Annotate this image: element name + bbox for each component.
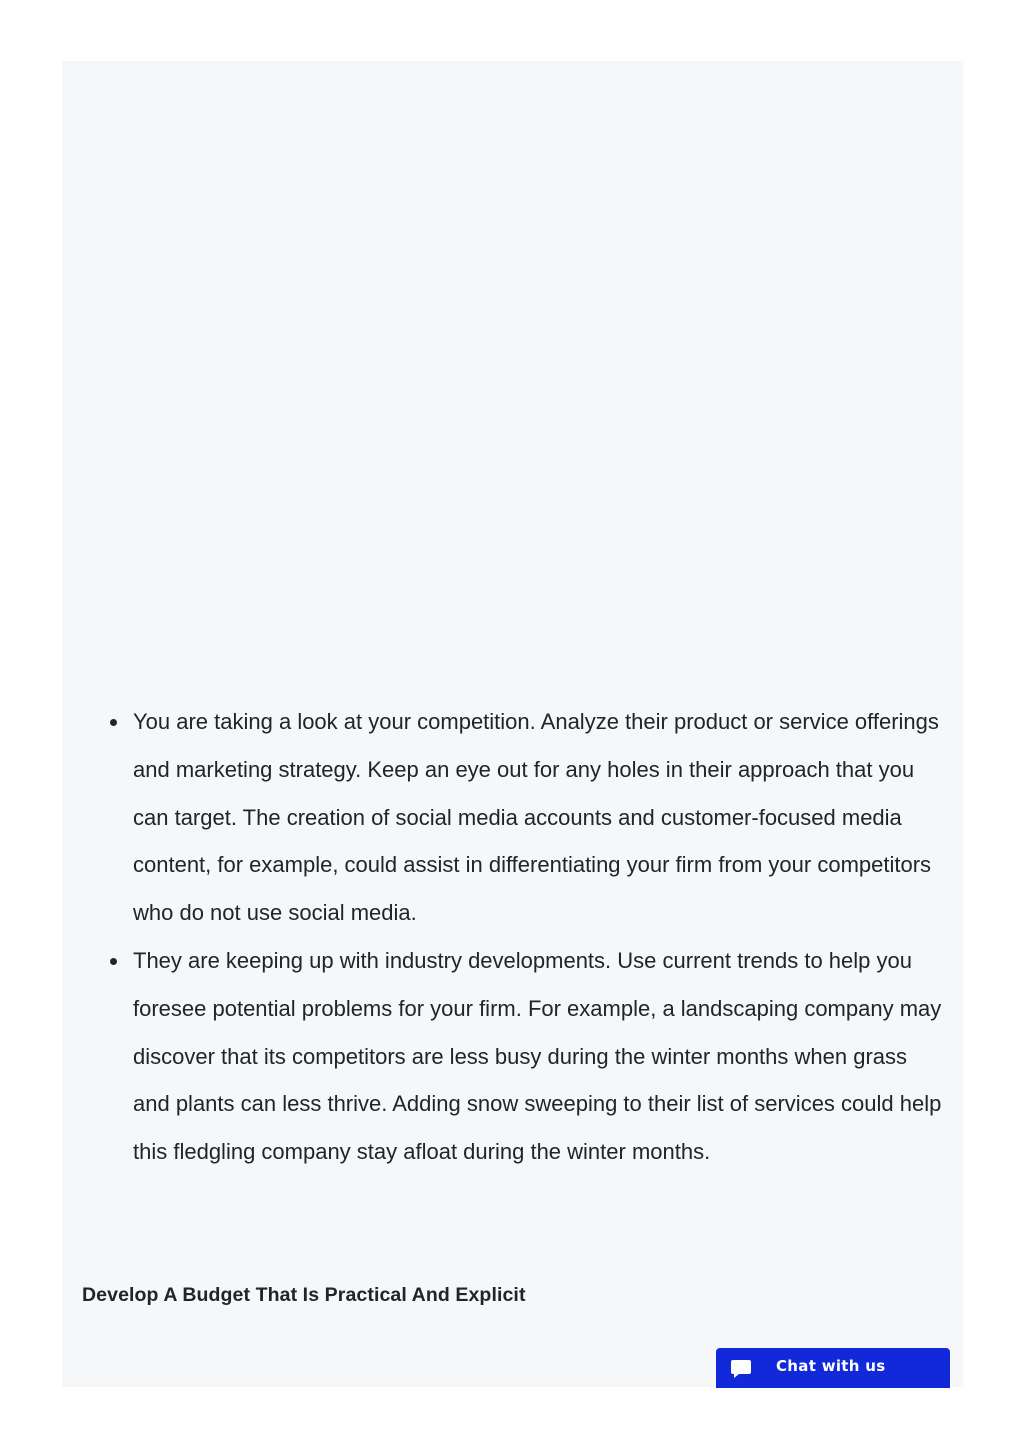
section-heading: Develop A Budget That Is Practical And Explicit [82, 1284, 526, 1306]
list-item [133, 937, 963, 1176]
list-item [133, 698, 963, 937]
article-content-panel [62, 61, 963, 1387]
bullet-text: They are keeping up with industry developments. Use current trends to help you foresee potential problems for your firm. For example, a landscaping company may discover that its competitors are less busy during the winter months when grass and plants can less thrive. Adding snow sweeping to their list of services could help this fledgling company stay afloat during the winter months. [133, 947, 942, 1165]
bullet-list [62, 698, 963, 1176]
bullet-dot [110, 958, 117, 965]
chat-bubble-icon [729, 1357, 753, 1381]
bullet-text: You are taking a look at your competition. Analyze their product or service offerings and marketing strategy. Keep an eye out for any holes in their approach that you can target. The creation of social media accounts and customer-focused media content, for example, could assist in differentiating your firm from your competitors who do not use social media. [133, 709, 939, 926]
chat-with-us-button[interactable] [716, 1348, 950, 1388]
image-placeholder [62, 61, 963, 701]
chat-label: Chat with us [776, 1357, 886, 1375]
bullet-dot [110, 719, 117, 726]
